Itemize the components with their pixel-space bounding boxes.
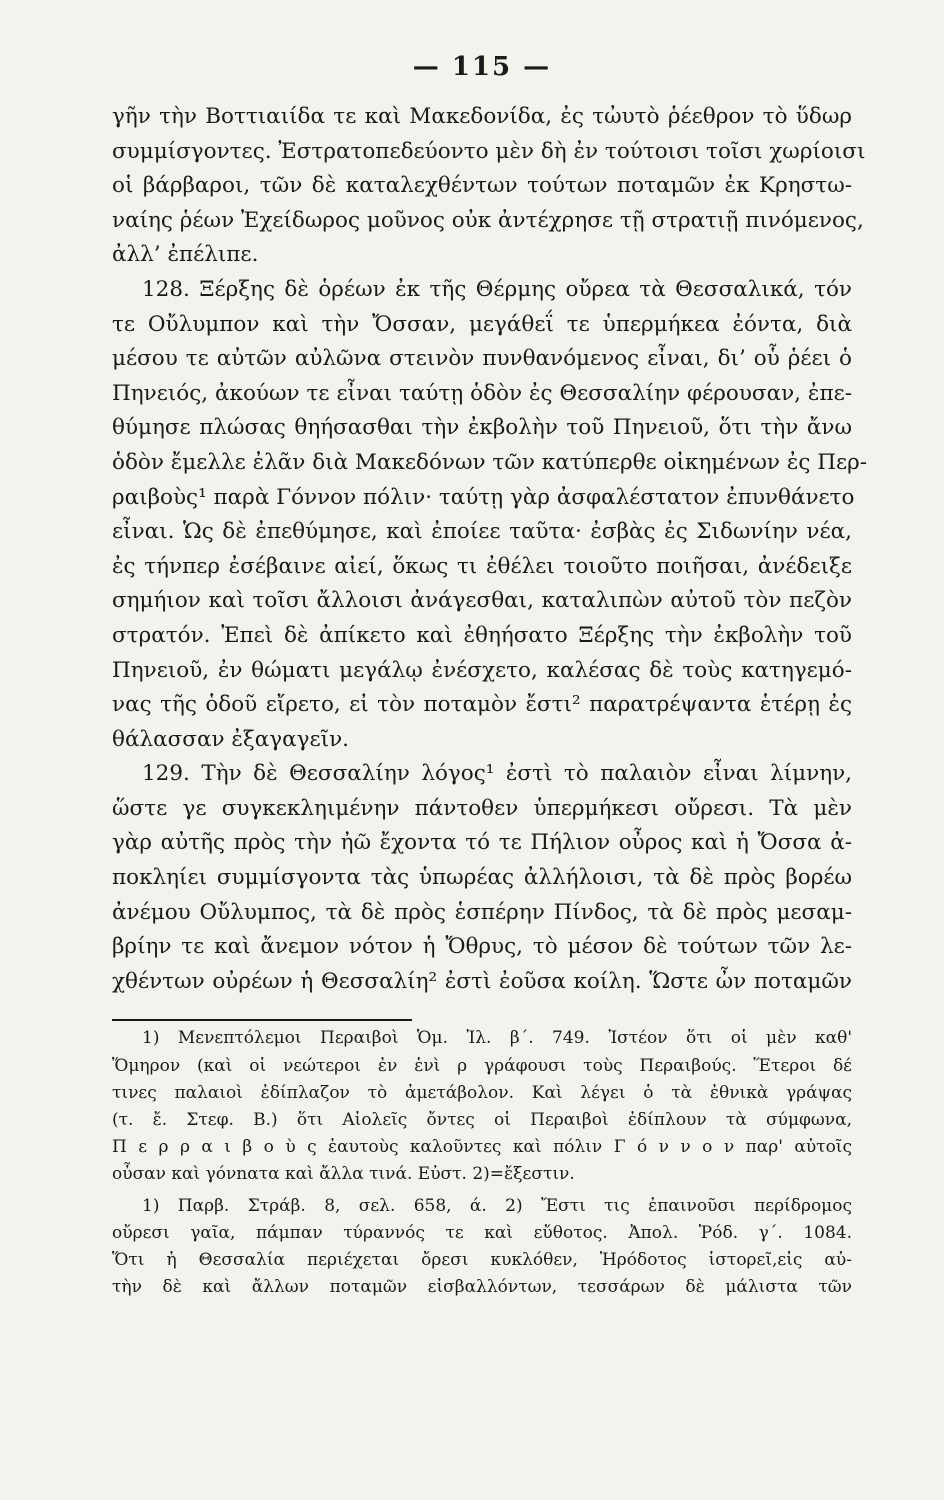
main-text (112, 100, 868, 999)
text-line: ποκληίει συμμίσγοντα τὰς ὑπωρέας ἀλλήλοισι, τὰ δὲ πρὸς βορέω (112, 865, 852, 891)
footnote-line: Ὅμηρον (καὶ οἱ νεώτεροι ἐν ἑνὶ ρ γράφουσι τοὺς Περαιβούς. Ἕτεροι δέ (112, 1055, 852, 1076)
text-line: Πηνειός, ἀκούων τε εἶναι ταύτῃ ὁδὸν ἐς Θεσσαλίην φέρουσαν, ἐπε- (112, 380, 852, 406)
footnote-line: 1) Παρβ. Στράβ. 8, σελ. 658, ά. 2) Ἔστι τις ἐπαινοῦσι περίδρομος (142, 1195, 852, 1216)
footnote-line: (τ. ἔ. Στεφ. Β.) ὅτι Αἰολεῖς ὄντες οἱ Περαιβοὶ ἐδίπλουν τὰ σύμφωνα, (112, 1110, 852, 1130)
text-line: στρατόν. Ἐπεὶ δὲ ἀπίκετο καὶ ἐθηήσατο Ξέρξης τὴν ἐκβολὴν τοῦ (112, 622, 852, 648)
footnote-line: τὴν δὲ καὶ ἄλλων ποταμῶν εἰσβαλλόντων, τεσσάρων δὲ μάλιστα τῶν (112, 1277, 852, 1298)
text-line: ἀνέμου Οὔλυμπος, τὰ δὲ πρὸς ἑσπέρην Πίνδος, τὰ δὲ πρὸς μεσαμ- (112, 899, 852, 925)
text-line: συμμίσγοντες. Ἐστρατοπεδεύοντο μὲν δὴ ἐν τούτοισι τοῖσι χωρίοισι (112, 138, 866, 164)
section-129-start: 129. Τὴν δὲ Θεσσαλίην λόγος¹ ἐστὶ τὸ παλαιὸν εἶναι λίμνην, (142, 761, 852, 787)
text-line: ραιβοὺς¹ παρὰ Γόννον πόλιν· ταύτῃ γὰρ ἀσφαλέστατον ἐπυνθάνετο (112, 484, 855, 510)
text-line: τε Οὔλυμπον καὶ τὴν Ὄσσαν, μεγάθεΐ τε ὑπερμήκεα ἐόντα, διὰ (112, 311, 852, 337)
text-line: οἱ βάρβαροι, τῶν δὲ καταλεχθέντων τούτων ποταμῶν ἐκ Κρηστω- (112, 173, 852, 199)
text-line: σημήιον καὶ τοῖσι ἄλλοισι ἀνάγεσθαι, καταλιπὼν αὐτοῦ τὸν πεζὸν (112, 588, 852, 614)
text-line: θύμησε πλώσας θηήσασθαι τὴν ἐκβολὴν τοῦ Πηνειοῦ, ὅτι τὴν ἄνω (112, 415, 852, 441)
text-line: ὁδὸν ἔμελλε ἐλᾶν διὰ Μακεδόνων τῶν κατύπερθε οἰκημένων ἐς Περ- (112, 449, 868, 475)
text-line: γῆν τὴν Βοττιαιίδα τε καὶ Μακεδονίδα, ἐς τὠυτὸ ῥέεθρον τὸ ὕδωρ (112, 104, 852, 129)
footnote-line: Π ε ρ ρ α ι β ο ὺ ς ἑαυτοὺς καλοῦντες καὶ πόλιν Γ ό ν ν ο ν παρ' αὐτοῖς (112, 1137, 852, 1158)
footnotes (112, 1025, 852, 1301)
text-line: θάλασσαν ἐξαγαγεῖν. (112, 726, 349, 752)
text-line: ἀλλ’ ἐπέλιπε. (112, 242, 259, 268)
text-line: ὥστε γε συγκεκληιμένην πάντοθεν ὑπερμήκεσι οὔρεσι. Τὰ μὲν (112, 795, 852, 821)
text-line: ναίης ῥέων Ἐχείδωρος μοῦνος οὐκ ἀντέχρησε τῇ στρατιῇ πινόμενος, (112, 207, 864, 233)
text-line: γὰρ αὐτῆς πρὸς τὴν ἠῶ ἔχοντα τό τε Πήλιον οὖρος καὶ ἡ Ὄσσα ἀ- (112, 830, 852, 856)
footnote-line: τινες παλαιοὶ ἐδίπλαζον τὸ ἀμετάβολον. Καὶ λέγει ὁ τὰ ἐθνικὰ γράψας (112, 1082, 852, 1103)
section-128-start: 128. Ξέρξης δὲ ὁρέων ἐκ τῆς Θέρμης οὔρεα τὰ Θεσσαλικά, τόν (142, 276, 852, 302)
text-line: ἐς τήνπερ ἐσέβαινε αἰεί, ὅκως τι ἐθέλει τοιοῦτο ποιῆσαι, ἀνέδειξε (112, 553, 852, 579)
text-line: εἶναι. Ὡς δὲ ἐπεθύμησε, καὶ ἐποίεε ταῦτα· ἐσβὰς ἐς Σιδωνίην νέα, (112, 519, 852, 545)
text-line: Πηνειοῦ, ἐν θώματι μεγάλῳ ἐνέσχετο, καλέσας δὲ τοὺς κατηγεμό- (112, 657, 852, 683)
footnote-line: οὔρεσι γαῖα, πάμπαν τύραννός τε καὶ εὔθοτος. Ἀπολ. Ῥόδ. γ΄. 1084. (112, 1222, 852, 1243)
footnote-divider (112, 1019, 412, 1021)
footnote-group-2 (112, 1193, 852, 1302)
text-line: μέσου τε αὐτῶν αὐλῶνα στεινὸν πυνθανόμενος εἶναι, δι’ οὗ ῥέει ὁ (112, 346, 852, 372)
footnote-line: Ὅτι ἡ Θεσσαλία περιέχεται ὄρεσι κυκλόθεν, Ἡρόδοτος ἱστορεῖ,εἰς αὐ- (112, 1249, 852, 1270)
footnote-line: οὖσαν καὶ γόνnατα καὶ ἄλλα τινά. Εὐστ. 2)=ἔξεστιν. (112, 1164, 575, 1185)
text-line: βρίην τε καὶ ἄνεμον νότον ἡ Ὄθρυς, τὸ μέσον δὲ τούτων τῶν λε- (112, 934, 852, 960)
page-number: — 115 — (412, 52, 552, 82)
footnote-group-1 (112, 1025, 852, 1188)
text-line: χθέντων οὐρέων ἡ Θεσσαλίη² ἐστὶ ἐοῦσα κοίλη. Ὥστε ὦν ποταμῶν (112, 968, 852, 994)
text-line: νας τῆς ὁδοῦ εἴρετο, εἰ τὸν ποταμὸν ἔστι² παρατρέψαντα ἑτέρῃ ἐς (112, 692, 852, 718)
footnote-line: 1) Μενεπτόλεμοι Περαιβοὶ Ὁμ. Ἰλ. β΄. 749. Ἰστέον ὅτι οἱ μὲν καθ' (142, 1028, 852, 1049)
